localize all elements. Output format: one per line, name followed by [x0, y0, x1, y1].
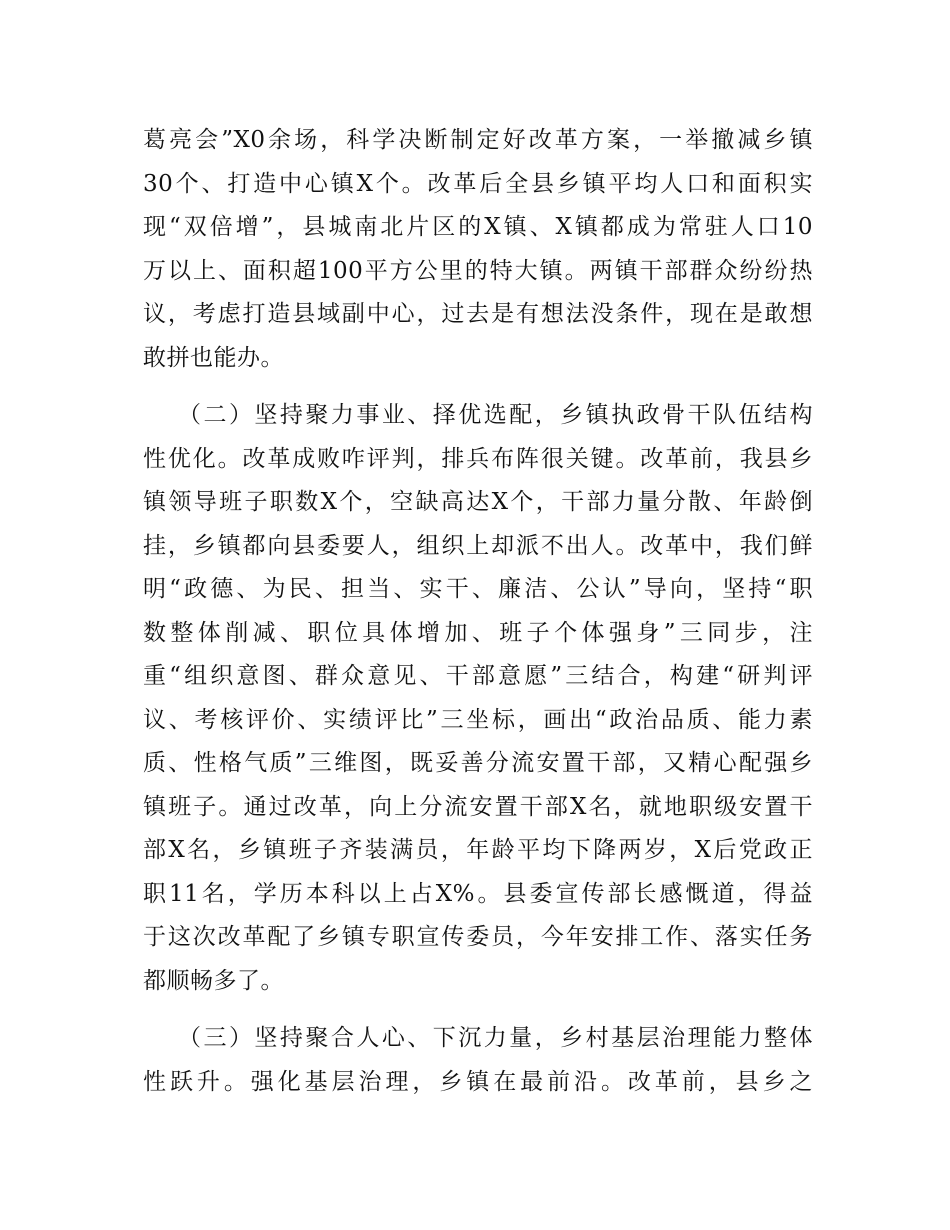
text-line: （二）坚持聚力事业、择优选配，乡镇执政骨干队伍结构: [178, 402, 813, 428]
text-line: 万以上、面积超100平方公里的特大镇。两镇干部群众纷纷热: [143, 257, 813, 284]
paragraph-spacer: [143, 1003, 813, 1017]
text-line: 于这次改革配了乡镇专职宣传委员，今年安排工作、落实任务: [143, 924, 813, 950]
paragraph-3: [143, 1017, 813, 1104]
text-line: 都顺畅多了。: [143, 967, 284, 994]
paragraph-1: [143, 119, 813, 380]
text-line: 30个、打造中心镇X个。改革后全县乡镇平均人口和面积实: [143, 170, 813, 197]
text-line: 议，考虑打造县域副中心，过去是有想法没条件，现在是敢想: [143, 301, 813, 327]
text-line: 镇领导班子职数X个，空缺高达X个，干部力量分散、年龄倒: [143, 489, 813, 515]
text-line: 挂，乡镇都向县委要人，组织上却派不出人。改革中，我们鲜: [143, 532, 813, 559]
text-line: 质、性格气质”三维图，既妥善分流安置干部，又精心配强乡: [143, 750, 813, 776]
text-line: 部X名，乡镇班子齐装满员，年龄平均下降两岁，X后党政正: [143, 837, 813, 863]
text-line: 数整体削减、职位具体增加、班子个体强身”三同步，注: [143, 619, 813, 646]
document-body: [143, 119, 813, 1104]
text-line: 敢拼也能办。: [143, 344, 284, 371]
text-line: 性优化。改革成败咋评判，排兵布阵很关键。改革前，我县乡: [143, 445, 813, 472]
text-line: 议、考核评价、实绩评比”三坐标，画出“政治品质、能力素: [143, 706, 813, 733]
text-line: 明“政德、为民、担当、实干、廉洁、公认”导向，坚持“职: [143, 576, 813, 602]
paragraph-2: [143, 394, 813, 1003]
text-line: 现“双倍增”，县城南北片区的X镇、X镇都成为常驻人口10: [143, 214, 813, 240]
text-line: 重“组织意图、群众意见、干部意愿”三结合，构建“研判评: [143, 663, 813, 689]
text-line: 性跃升。强化基层治理，乡镇在最前沿。改革前，县乡之: [143, 1068, 813, 1095]
text-line: 镇班子。通过改革，向上分流安置干部X名，就地职级安置干: [143, 793, 813, 820]
text-line: 职11名，学历本科以上占X%。县委宣传部长感慨道，得益: [143, 880, 813, 907]
text-line: 葛亮会”X0余场，科学决断制定好改革方案，一举撤减乡镇: [143, 127, 813, 153]
text-line: （三）坚持聚合人心、下沉力量，乡村基层治理能力整体: [178, 1025, 813, 1051]
paragraph-spacer: [143, 380, 813, 394]
